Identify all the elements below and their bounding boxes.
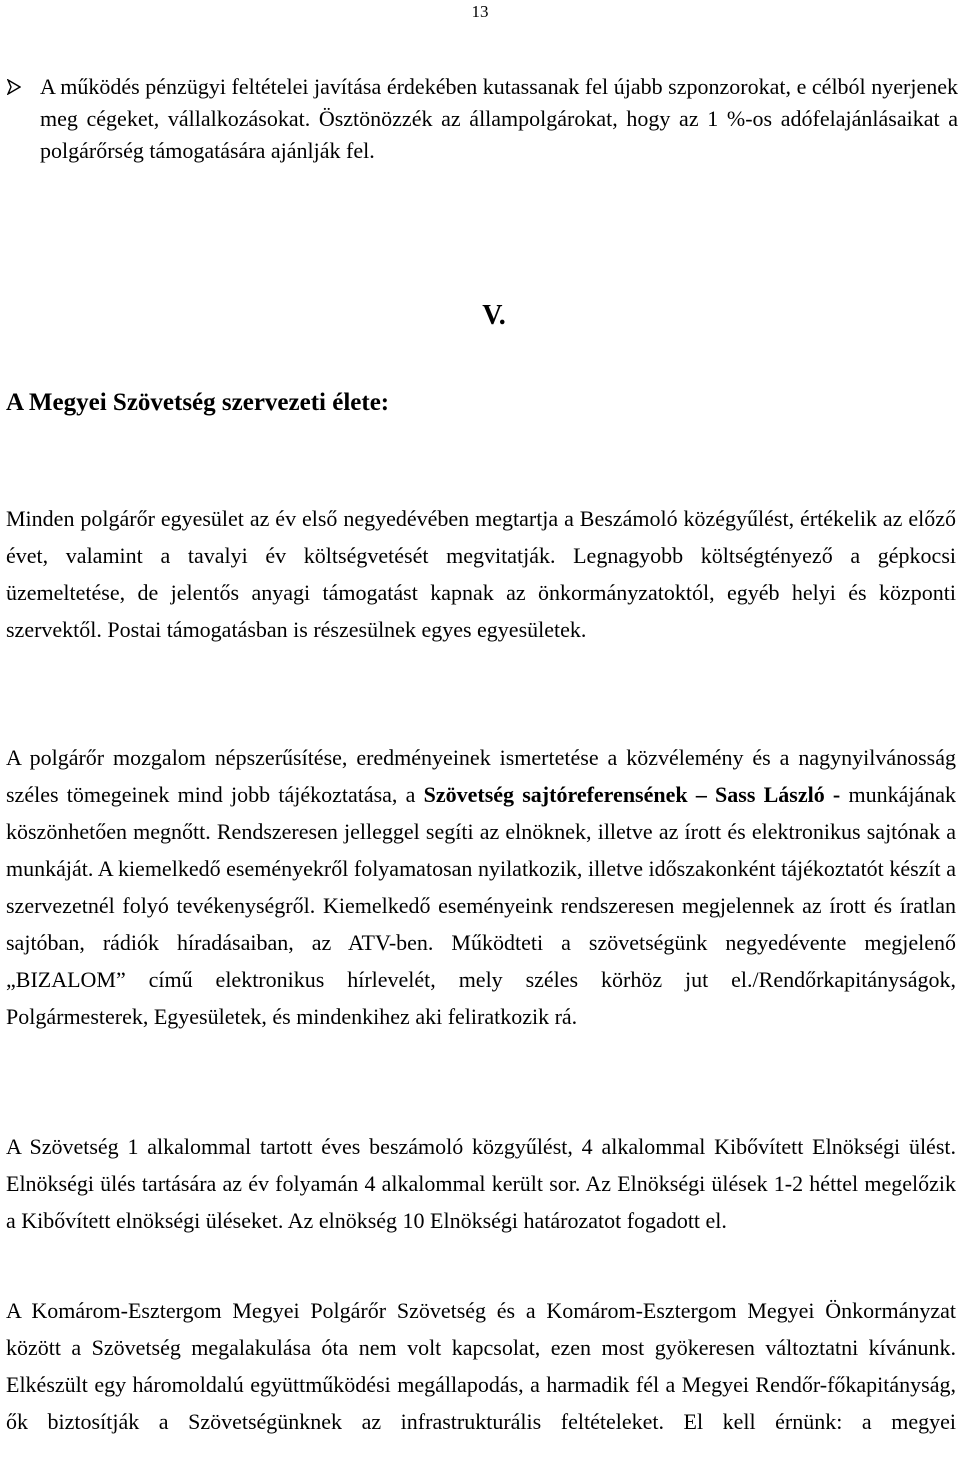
arrowhead-bullet-icon <box>6 71 22 103</box>
paragraph-1: Minden polgárőr egyesület az év első negyedévében megtartja a Beszámoló közégyűlést, értékelik az előző évet, valamint a tavalyi év költségvetését megvitatják. Legnagyobb költségtényező a gépkocsi üzemeltetése, de jelentős anyagi támogatást kapnak az önkormányzatoktól, egyéb helyi és központi szervektől. Postai támogatásban is részesülnek egyes egyesületek. <box>6 506 956 642</box>
chapter-number: V. <box>482 300 506 331</box>
paragraph-2-text-start: A polgárőr mozgalom népszerűsítése, eredményeinek ismertetése a közvélemény és a nagynyilvánosság széles tömegeinek mind jobb tájékoztatása, a <box>6 745 956 807</box>
paragraph-2-text-end: munkájának köszönhetően megnőtt. Rendszeresen jelleggel segíti az elnöknek, illetve az írott és elektronikus sajtónak a munkáját. A kiemelkedő eseményekről folyamatosan nyilatkozik, illetve időszakonként tájékoztatót készít a szervezetnél folyó tevékenységről. Kiemelkedő eseményeink rendszeresen megjelennek az írott és íratlan sajtóban, rádiók híradásaiban, az ATV-ben. Működteti a szövetségünk negyedévente megjelenő „BIZALOM” című elektronikus hírlevelét, mely széles körhöz jut el./Rendőrkapitányságok, Polgármesterek, Egyesületek, és mindenkihez aki feliratkozik rá. <box>6 782 956 1029</box>
press-officer-name: Szövetség sajtóreferensének – Sass László - <box>423 782 841 807</box>
bullet-text: A működés pénzügyi feltételei javítása érdekében kutassanak fel újabb szponzorokat, e célból nyerjenek meg cégeket, vállalkozásokat. Ösztönözzék az állampolgárokat, hogy az 1 %-os adófelajánlásaikat a polgárőrség támogatására ajánlják fel. <box>40 74 958 163</box>
bullet-item <box>0 71 958 167</box>
paragraph-2 <box>6 739 956 1035</box>
paragraph-3: A Szövetség 1 alkalommal tartott éves beszámoló közgyűlést, 4 alkalommal Kibővített Elnökségi ülést. Elnökségi ülés tartására az év folyamán 4 alkalommal került sor. Az Elnökségi ülések 1-2 héttel megelőzik a Kibővített elnökségi üléseket. Az elnökség 10 Elnökségi határozatot fogadott el. <box>6 1134 956 1233</box>
paragraph-4: A Komárom-Esztergom Megyei Polgárőr Szövetség és a Komárom-Esztergom Megyei Önkormányzat között a Szövetség megalakulása óta nem volt kapcsolat, ezen most gyökeresen változtatni kívánunk. Elkészült egy háromoldalú együttműködési megállapodás, a harmadik fél a Megyei Rendőr-főkapitányság, ők biztosítják a Szövetségünknek az infrastrukturális feltételeket. El kell érnünk: a megyei <box>6 1298 956 1434</box>
section-title: A Megyei Szövetség szervezeti élete: <box>6 389 390 416</box>
page-number: 13 <box>471 2 489 21</box>
arrowhead-bullet-icon-shape <box>7 79 21 95</box>
